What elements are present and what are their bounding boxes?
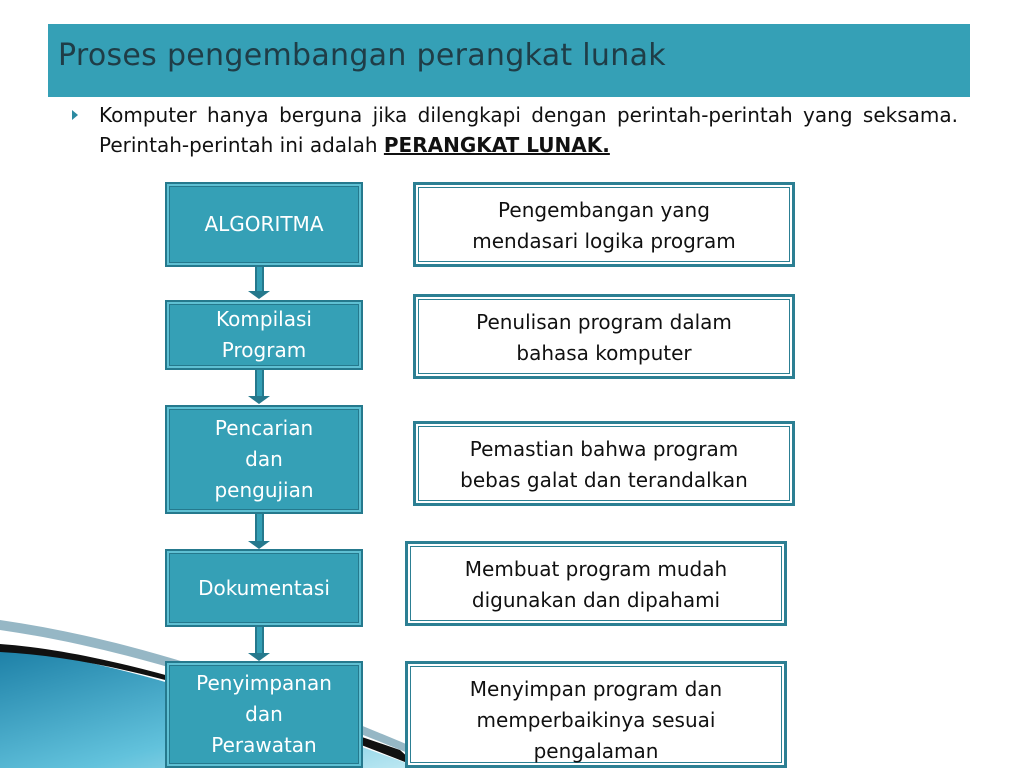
slide-title: Proses pengembangan perangkat lunak	[58, 38, 666, 73]
description-text: Menyimpan program dan memperbaikinya sesuai pengalaman	[469, 677, 723, 763]
description-penyimpanan	[405, 661, 787, 768]
down-arrow-icon	[248, 541, 270, 549]
bullet-arrow-icon	[72, 110, 78, 120]
step-label: Dokumentasi	[198, 575, 330, 600]
description-text: Penulisan program dalam bahasa komputer	[476, 310, 732, 365]
step-pencarian-dan-pengujian	[165, 405, 363, 514]
description-kompilasi	[413, 294, 795, 379]
connector-line	[255, 370, 264, 396]
down-arrow-icon	[248, 291, 270, 299]
connector-line	[255, 267, 264, 291]
down-arrow-icon	[248, 653, 270, 661]
step-algoritma	[165, 182, 363, 267]
step-label: ALGORITMA	[204, 212, 324, 236]
step-label: Kompilasi Program	[216, 307, 312, 362]
title-bar	[48, 24, 970, 97]
description-algoritma	[413, 182, 795, 267]
description-text: Pengembangan yang mendasari logika program	[472, 198, 736, 253]
connector-line	[255, 627, 264, 653]
description-text: Membuat program mudah digunakan dan dipahami	[464, 557, 728, 612]
description-pengujian	[413, 421, 795, 506]
bullet-paragraph	[99, 100, 958, 160]
description-text: Pemastian bahwa program bebas galat dan terandalkan	[460, 437, 748, 492]
down-arrow-icon	[248, 396, 270, 404]
bullet-emphasis: PERANGKAT LUNAK.	[383, 133, 610, 157]
step-label: Pencarian dan pengujian	[214, 416, 314, 502]
step-label: Penyimpanan dan Perawatan	[196, 671, 332, 757]
description-dokumentasi	[405, 541, 787, 626]
step-dokumentasi	[165, 549, 363, 627]
step-penyimpanan-dan-perawatan	[165, 661, 363, 768]
connector-line	[255, 514, 264, 541]
bullet-text: Komputer hanya berguna jika dilengkapi dengan perintah-perintah yang seksama. Perintah-perintah ini adalah	[99, 103, 958, 157]
step-kompilasi-program	[165, 300, 363, 370]
